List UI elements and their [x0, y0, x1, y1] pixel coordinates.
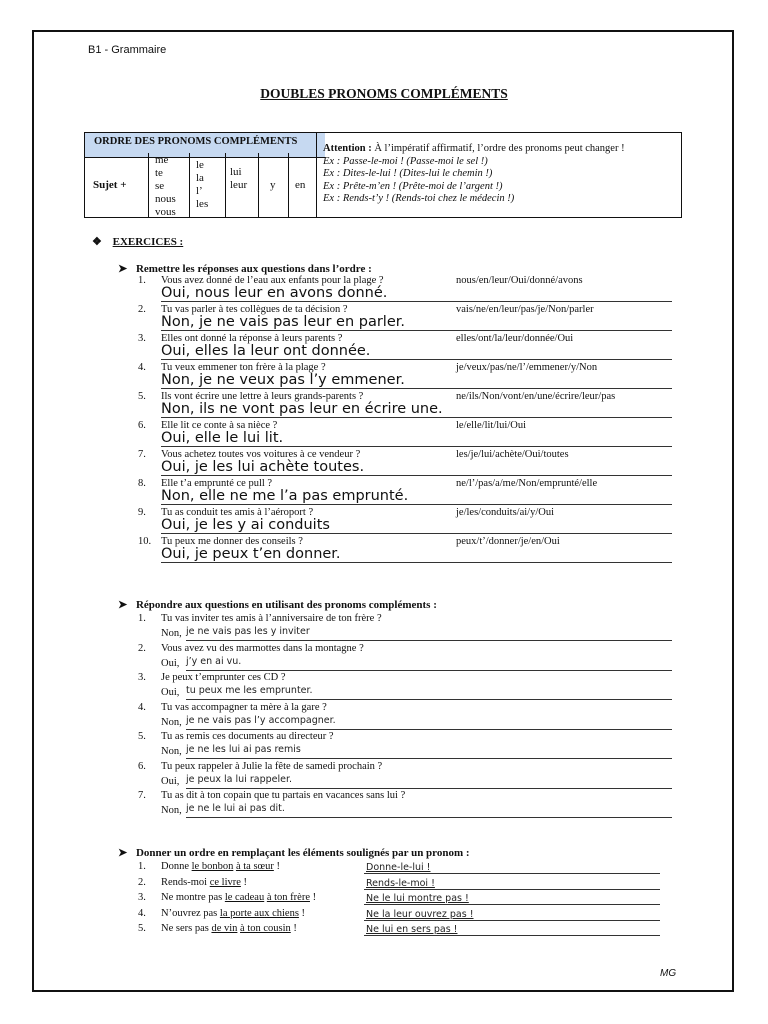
item-number: 3.: [138, 672, 146, 683]
answer-prefix: Non,: [161, 628, 182, 639]
example-4: Ex : Rends-t’y ! (Rends-toi chez le médecin !): [323, 193, 515, 204]
answer-prefix: Non,: [161, 717, 182, 728]
part2-heading: [118, 598, 437, 611]
scrambled-words: elles/ont/la/leur/donnée/Oui: [456, 333, 574, 344]
answer-line: [186, 729, 672, 730]
part1-heading: [118, 262, 372, 275]
answer-line: [186, 817, 672, 818]
pronoun-table: [84, 132, 682, 218]
answer-line: [161, 359, 672, 360]
underlined-element-1: ce livre: [209, 877, 241, 888]
pronoun-col2-2: l’: [196, 185, 203, 197]
question-text: Tu as conduit tes amis à l’aéroport ?: [161, 507, 314, 518]
handwritten-answer: Ne lui en sers pas !: [366, 924, 458, 935]
item-number: 3.: [138, 333, 146, 344]
handwritten-answer: Rends-le-moi !: [366, 878, 435, 889]
answer-prefix: Non,: [161, 746, 182, 757]
handwritten-answer: je ne vais pas les y inviter: [186, 626, 310, 637]
item-number: 6.: [138, 761, 146, 772]
answer-line: [161, 446, 672, 447]
scrambled-words: ne/l’/pas/a/me/Non/emprunté/elle: [456, 478, 598, 489]
instruction-start: N’ouvrez pas: [161, 908, 220, 919]
item-number: 5.: [138, 923, 146, 934]
question-text: Tu veux emmener ton frère à la plage ?: [161, 362, 326, 373]
handwritten-answer: Ne le lui montre pas !: [366, 893, 469, 904]
answer-prefix: Oui,: [161, 776, 180, 787]
underlined-element-2: à ta sœur: [235, 861, 274, 872]
instruction-end: !: [309, 892, 317, 903]
item-number: 2.: [138, 877, 146, 888]
item-number: 7.: [138, 790, 146, 801]
pronoun-col2-0: le: [196, 159, 204, 171]
answer-line: [161, 301, 672, 302]
handwritten-answer: Oui, je peux t’en donner.: [161, 546, 341, 562]
handwritten-answer: Oui, elles la leur ont donnée.: [161, 343, 371, 359]
table-col-en: [289, 153, 316, 217]
handwritten-answer: je ne le lui ai pas dit.: [186, 803, 285, 814]
item-number: 1.: [138, 613, 146, 624]
pronoun-col3-0: lui: [230, 166, 242, 178]
attention-box: [323, 143, 679, 206]
question-text: Tu vas parler à tes collègues de ta décision ?: [161, 304, 348, 315]
diamond-bullet-icon: ❖: [92, 236, 102, 248]
item-number: 1.: [138, 861, 146, 872]
handwritten-answer: Non, je ne vais pas leur en parler.: [161, 314, 405, 330]
scrambled-words: vais/ne/en/leur/pas/je/Non/parler: [456, 304, 594, 315]
instruction-end: !: [273, 861, 280, 872]
answer-line: [364, 904, 660, 905]
handwritten-answer: je peux la lui rappeler.: [186, 774, 293, 785]
attention-label: Attention :: [323, 143, 372, 154]
example-2: Ex : Dites-le-lui ! (Dites-lui le chemin !): [323, 168, 493, 179]
instruction-text: [161, 877, 247, 888]
underlined-element-2: à ton cousin: [240, 923, 291, 934]
answer-line: [161, 562, 672, 563]
item-number: 4.: [138, 908, 146, 919]
answer-prefix: Non,: [161, 805, 182, 816]
part1-title: Remettre les réponses aux questions dans l’ordre :: [135, 263, 372, 275]
answer-line: [364, 935, 660, 936]
table-col-lui-leur: [226, 153, 259, 217]
footer-initials: MG: [660, 968, 677, 979]
pronoun-col1-2: se: [155, 180, 165, 192]
pronoun-col1-4: vous: [155, 206, 176, 218]
handwritten-answer: Non, ils ne vont pas leur en écrire une.: [161, 401, 443, 417]
handwritten-answer: Non, elle ne me l’a pas emprunté.: [161, 488, 409, 504]
question-text: Elles ont donné la réponse à leurs parents ?: [161, 333, 343, 344]
item-number: 7.: [138, 449, 146, 460]
instruction-start: Donne: [161, 861, 192, 872]
pronoun-col2-1: la: [196, 172, 204, 184]
question-text: Ils vont écrire une lettre à leurs grands-parents ?: [161, 391, 364, 402]
scrambled-words: je/veux/pas/ne/l’/emmener/y/Non: [456, 362, 598, 373]
item-number: 8.: [138, 478, 146, 489]
pronoun-col3-1: leur: [230, 179, 248, 191]
answer-line: [186, 788, 672, 789]
handwritten-answer: Oui, je les lui achète toutes.: [161, 459, 365, 475]
question-text: Tu as remis ces documents au directeur ?: [161, 731, 334, 742]
question-text: Tu vas inviter tes amis à l’anniversaire de ton frère ?: [161, 613, 382, 624]
question-text: Vous achetez toutes vos voitures à ce vendeur ?: [161, 449, 361, 460]
part3-title: Donner un ordre en remplaçant les éléments soulignés par un pronom :: [135, 847, 470, 859]
answer-line: [186, 640, 672, 641]
item-number: 9.: [138, 507, 146, 518]
answer-line: [186, 670, 672, 671]
instruction-start: Ne montre pas: [161, 892, 225, 903]
item-number: 10.: [138, 536, 152, 547]
question-text: Je peux t’emprunter ces CD ?: [161, 672, 286, 683]
scrambled-words: les/je/lui/achète/Oui/toutes: [456, 449, 569, 460]
underlined-element-1: la porte aux chiens: [219, 908, 299, 919]
handwritten-answer: je ne vais pas l’y accompagner.: [186, 715, 336, 726]
question-text: Tu peux me donner des conseils ?: [161, 536, 303, 547]
answer-line: [364, 889, 660, 890]
handwritten-answer: Donne-le-lui !: [366, 862, 431, 873]
item-number: 4.: [138, 362, 146, 373]
question-text: Elle t’a emprunté ce pull ?: [161, 478, 273, 489]
instruction-end: !: [240, 877, 248, 888]
instruction-end: !: [290, 923, 297, 934]
answer-line: [161, 533, 672, 534]
instruction-text: [161, 923, 297, 934]
pronoun-en: en: [295, 179, 306, 191]
underlined-element-1: le cadeau: [224, 892, 265, 903]
underlined-element-2: à ton frère: [266, 892, 310, 903]
pronoun-col2-3: les: [196, 198, 209, 210]
arrow-bullet-icon: ➤: [118, 847, 128, 859]
handwritten-answer: Oui, elle le lui lit.: [161, 430, 284, 446]
answer-line: [364, 873, 660, 874]
question-text: Vous avez donné de l’eau aux enfants pour la plage ?: [161, 275, 384, 286]
instruction-text: [161, 861, 280, 872]
item-number: 2.: [138, 643, 146, 654]
example-1: Ex : Passe-le-moi ! (Passe-moi le sel !): [323, 155, 488, 167]
underlined-element-1: le bonbon: [191, 861, 234, 872]
example-3: Ex : Prête-m’en ! (Prête-moi de l’argent !): [323, 180, 503, 192]
answer-prefix: Oui,: [161, 658, 180, 669]
scrambled-words: ne/ils/Non/vont/en/une/écrire/leur/pas: [456, 391, 616, 402]
page-title: DOUBLES PRONOMS COMPLÉMENTS: [260, 86, 508, 101]
instruction-end: !: [298, 908, 306, 919]
answer-prefix: Oui,: [161, 687, 180, 698]
question-text: Tu as dit à ton copain que tu partais en vacances sans lui ?: [161, 790, 406, 801]
handwritten-answer: Oui, nous leur en avons donné.: [161, 285, 388, 301]
handwritten-answer: Ne la leur ouvrez pas !: [366, 909, 474, 920]
part3-heading: [118, 846, 470, 859]
answer-line: [161, 388, 672, 389]
scrambled-words: nous/en/leur/Oui/donné/avons: [456, 275, 583, 286]
handwritten-answer: Oui, je les y ai conduits: [161, 517, 330, 533]
handwritten-answer: tu peux me les emprunter.: [186, 685, 313, 696]
item-number: 5.: [138, 391, 146, 402]
answer-line: [364, 920, 660, 921]
exercises-heading: [92, 235, 183, 248]
scrambled-words: le/elle/lit/lui/Oui: [456, 420, 526, 431]
pronoun-y: y: [270, 179, 276, 191]
pronoun-col1-0: me: [155, 154, 169, 166]
handwritten-answer: Non, je ne veux pas l’y emmener.: [161, 372, 405, 388]
arrow-bullet-icon: ➤: [118, 263, 128, 275]
instruction-text: [161, 908, 305, 919]
table-col-indirect: [149, 153, 190, 217]
item-number: 5.: [138, 731, 146, 742]
item-number: 2.: [138, 304, 146, 315]
table-header: ORDRE DES PRONOMS COMPLÉMENTS: [85, 133, 325, 158]
question-text: Tu peux rappeler à Julie la fête de samedi prochain ?: [161, 761, 383, 772]
answer-line: [186, 699, 672, 700]
answer-line: [161, 504, 672, 505]
answer-line: [186, 758, 672, 759]
exercises-title: EXERCICES :: [112, 236, 184, 248]
instruction-start: Ne sers pas: [161, 923, 212, 934]
answer-line: [161, 475, 672, 476]
item-number: 3.: [138, 892, 146, 903]
part2-title: Répondre aux questions en utilisant des pronoms compléments :: [135, 599, 437, 611]
scrambled-words: je/les/conduits/ai/y/Oui: [456, 507, 554, 518]
scrambled-words: peux/t’/donner/je/en/Oui: [456, 536, 560, 547]
item-number: 6.: [138, 420, 146, 431]
instruction-text: [161, 892, 316, 903]
answer-line: [161, 330, 672, 331]
arrow-bullet-icon: ➤: [118, 599, 128, 611]
question-text: Elle lit ce conte à sa nièce ?: [161, 420, 278, 431]
attention-text: À l’impératif affirmatif, l’ordre des pronoms peut changer !: [371, 143, 625, 154]
handwritten-answer: j’y en ai vu.: [186, 656, 242, 667]
table-col-y: [259, 153, 289, 217]
instruction-start: Rends-moi: [161, 877, 210, 888]
pronoun-col1-1: te: [155, 167, 163, 179]
answer-line: [161, 417, 672, 418]
table-col-direct: [190, 153, 226, 217]
pronoun-col1-3: nous: [155, 193, 176, 205]
page-header: B1 - Grammaire: [88, 44, 167, 56]
item-number: 1.: [138, 275, 146, 286]
handwritten-answer: je ne les lui ai pas remis: [186, 744, 301, 755]
underlined-element-1: de vin: [211, 923, 238, 934]
question-text: Vous avez vu des marmottes dans la montagne ?: [161, 643, 364, 654]
subject-label: Sujet +: [93, 179, 127, 191]
question-text: Tu vas accompagner ta mère à la gare ?: [161, 702, 327, 713]
table-subject-cell: [85, 153, 149, 217]
item-number: 4.: [138, 702, 146, 713]
